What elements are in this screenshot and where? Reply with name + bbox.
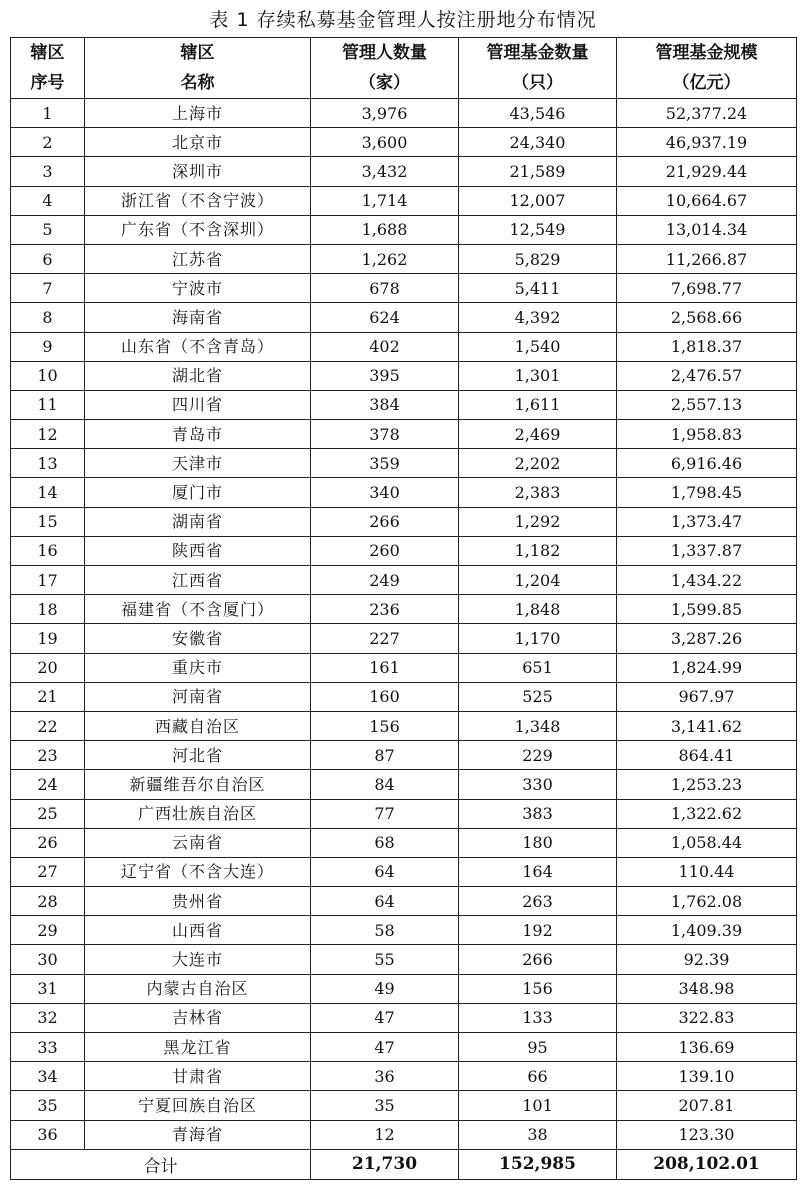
cell-fund-scale: 2,476.57 (617, 361, 797, 390)
cell-region-name: 福建省（不含厦门） (85, 595, 311, 624)
cell-manager-count: 236 (311, 595, 459, 624)
cell-fund-count: 1,182 (459, 536, 617, 565)
table-row (11, 274, 797, 303)
cell-region-name: 湖北省 (85, 361, 311, 390)
cell-manager-count: 249 (311, 566, 459, 595)
cell-region-no: 34 (11, 1062, 85, 1091)
cell-region-no: 33 (11, 1033, 85, 1062)
table-row (11, 1003, 797, 1032)
cell-fund-count: 66 (459, 1062, 617, 1091)
cell-region-no: 32 (11, 1003, 85, 1032)
cell-region-no: 17 (11, 566, 85, 595)
cell-manager-count: 77 (311, 799, 459, 828)
total-funds: 152,985 (459, 1149, 617, 1179)
cell-manager-count: 68 (311, 828, 459, 857)
table-row (11, 186, 797, 215)
cell-fund-count: 4,392 (459, 303, 617, 332)
cell-fund-scale: 21,929.44 (617, 157, 797, 186)
cell-manager-count: 266 (311, 507, 459, 536)
cell-manager-count: 678 (311, 274, 459, 303)
cell-fund-count: 1,348 (459, 711, 617, 740)
cell-fund-scale: 1,818.37 (617, 332, 797, 361)
cell-region-name: 青海省 (85, 1120, 311, 1149)
cell-region-name: 上海市 (85, 99, 311, 128)
header-scale-line1: 管理基金规模 (617, 38, 797, 69)
cell-manager-count: 402 (311, 332, 459, 361)
cell-fund-scale: 139.10 (617, 1062, 797, 1091)
cell-fund-count: 1,540 (459, 332, 617, 361)
cell-fund-scale: 1,798.45 (617, 478, 797, 507)
cell-fund-scale: 1,958.83 (617, 420, 797, 449)
cell-region-name: 湖南省 (85, 507, 311, 536)
cell-manager-count: 47 (311, 1033, 459, 1062)
header-region-name-line2: 名称 (85, 68, 311, 99)
cell-manager-count: 260 (311, 536, 459, 565)
cell-fund-scale: 2,557.13 (617, 390, 797, 419)
cell-manager-count: 12 (311, 1120, 459, 1149)
cell-region-no: 3 (11, 157, 85, 186)
header-row-2 (11, 68, 797, 99)
cell-region-no: 2 (11, 128, 85, 157)
cell-fund-count: 5,829 (459, 244, 617, 273)
cell-manager-count: 3,432 (311, 157, 459, 186)
table-row (11, 1091, 797, 1120)
cell-manager-count: 395 (311, 361, 459, 390)
table-row (11, 157, 797, 186)
table-row (11, 1120, 797, 1149)
cell-manager-count: 359 (311, 449, 459, 478)
cell-manager-count: 1,688 (311, 215, 459, 244)
cell-region-name: 天津市 (85, 449, 311, 478)
cell-region-name: 山西省 (85, 916, 311, 945)
cell-fund-scale: 864.41 (617, 741, 797, 770)
cell-region-name: 河北省 (85, 741, 311, 770)
cell-region-name: 广西壮族自治区 (85, 799, 311, 828)
cell-manager-count: 3,976 (311, 99, 459, 128)
cell-manager-count: 36 (311, 1062, 459, 1091)
cell-fund-count: 24,340 (459, 128, 617, 157)
cell-fund-scale: 10,664.67 (617, 186, 797, 215)
header-region-no-line2: 序号 (11, 68, 85, 99)
cell-region-no: 25 (11, 799, 85, 828)
table-row (11, 916, 797, 945)
cell-manager-count: 3,600 (311, 128, 459, 157)
cell-region-no: 5 (11, 215, 85, 244)
cell-region-name: 安徽省 (85, 624, 311, 653)
cell-region-name: 山东省（不含青岛） (85, 332, 311, 361)
cell-fund-scale: 1,434.22 (617, 566, 797, 595)
table-row (11, 449, 797, 478)
table-row (11, 303, 797, 332)
cell-fund-scale: 123.30 (617, 1120, 797, 1149)
manager-distribution-table (10, 37, 797, 1180)
cell-fund-count: 2,202 (459, 449, 617, 478)
cell-region-no: 31 (11, 974, 85, 1003)
table-row (11, 390, 797, 419)
cell-fund-scale: 348.98 (617, 974, 797, 1003)
cell-fund-count: 95 (459, 1033, 617, 1062)
cell-fund-scale: 1,058.44 (617, 828, 797, 857)
cell-fund-count: 2,383 (459, 478, 617, 507)
cell-region-name: 西藏自治区 (85, 711, 311, 740)
cell-fund-scale: 1,409.39 (617, 916, 797, 945)
cell-region-no: 13 (11, 449, 85, 478)
cell-region-no: 26 (11, 828, 85, 857)
table-row (11, 536, 797, 565)
table-row (11, 741, 797, 770)
cell-region-name: 吉林省 (85, 1003, 311, 1032)
table-row (11, 682, 797, 711)
cell-region-name: 宁波市 (85, 274, 311, 303)
cell-fund-scale: 110.44 (617, 857, 797, 886)
cell-region-name: 浙江省（不含宁波） (85, 186, 311, 215)
cell-fund-scale: 1,762.08 (617, 887, 797, 916)
cell-region-no: 12 (11, 420, 85, 449)
cell-region-no: 36 (11, 1120, 85, 1149)
cell-manager-count: 384 (311, 390, 459, 419)
cell-region-name: 河南省 (85, 682, 311, 711)
table-row (11, 945, 797, 974)
cell-fund-scale: 7,698.77 (617, 274, 797, 303)
cell-region-name: 内蒙古自治区 (85, 974, 311, 1003)
cell-region-name: 甘肃省 (85, 1062, 311, 1091)
cell-fund-scale: 1,824.99 (617, 653, 797, 682)
cell-region-no: 15 (11, 507, 85, 536)
cell-fund-count: 38 (459, 1120, 617, 1149)
cell-manager-count: 340 (311, 478, 459, 507)
cell-region-no: 22 (11, 711, 85, 740)
cell-manager-count: 1,262 (311, 244, 459, 273)
cell-fund-count: 1,292 (459, 507, 617, 536)
table-row (11, 507, 797, 536)
table-row (11, 1062, 797, 1091)
cell-fund-count: 266 (459, 945, 617, 974)
table-title: 表 1 存续私募基金管理人按注册地分布情况 (209, 9, 597, 31)
cell-region-no: 4 (11, 186, 85, 215)
cell-region-name: 辽宁省（不含大连） (85, 857, 311, 886)
table-row (11, 887, 797, 916)
cell-manager-count: 64 (311, 887, 459, 916)
cell-region-no: 20 (11, 653, 85, 682)
cell-region-no: 30 (11, 945, 85, 974)
cell-region-no: 27 (11, 857, 85, 886)
cell-fund-count: 192 (459, 916, 617, 945)
cell-region-name: 宁夏回族自治区 (85, 1091, 311, 1120)
header-region-no-line1: 辖区 (11, 38, 85, 69)
cell-manager-count: 64 (311, 857, 459, 886)
table-row (11, 624, 797, 653)
cell-region-no: 23 (11, 741, 85, 770)
cell-region-name: 广东省（不含深圳） (85, 215, 311, 244)
cell-fund-scale: 3,287.26 (617, 624, 797, 653)
cell-region-no: 6 (11, 244, 85, 273)
cell-fund-count: 12,007 (459, 186, 617, 215)
cell-fund-count: 1,204 (459, 566, 617, 595)
cell-manager-count: 1,714 (311, 186, 459, 215)
cell-fund-count: 156 (459, 974, 617, 1003)
cell-fund-scale: 1,322.62 (617, 799, 797, 828)
table-row (11, 857, 797, 886)
cell-fund-count: 1,301 (459, 361, 617, 390)
table-row (11, 799, 797, 828)
table-row (11, 653, 797, 682)
table-row (11, 420, 797, 449)
cell-manager-count: 58 (311, 916, 459, 945)
total-managers: 21,730 (311, 1149, 459, 1179)
cell-fund-scale: 1,599.85 (617, 595, 797, 624)
table-row (11, 215, 797, 244)
cell-region-name: 四川省 (85, 390, 311, 419)
cell-fund-scale: 2,568.66 (617, 303, 797, 332)
cell-fund-count: 2,469 (459, 420, 617, 449)
cell-manager-count: 47 (311, 1003, 459, 1032)
table-row (11, 332, 797, 361)
header-funds-line1: 管理基金数量 (459, 38, 617, 69)
header-row-1 (11, 38, 797, 69)
cell-region-no: 24 (11, 770, 85, 799)
header-region-name-line1: 辖区 (85, 38, 311, 69)
cell-region-no: 29 (11, 916, 85, 945)
cell-fund-count: 101 (459, 1091, 617, 1120)
cell-fund-count: 5,411 (459, 274, 617, 303)
cell-manager-count: 84 (311, 770, 459, 799)
cell-region-name: 大连市 (85, 945, 311, 974)
cell-fund-scale: 6,916.46 (617, 449, 797, 478)
cell-region-no: 9 (11, 332, 85, 361)
total-row (11, 1149, 797, 1179)
cell-region-no: 28 (11, 887, 85, 916)
table-header (11, 38, 797, 99)
cell-region-no: 21 (11, 682, 85, 711)
table-footer (11, 1149, 797, 1179)
table-row (11, 1033, 797, 1062)
cell-fund-scale: 52,377.24 (617, 99, 797, 128)
cell-fund-scale: 1,337.87 (617, 536, 797, 565)
table-row (11, 828, 797, 857)
cell-fund-count: 383 (459, 799, 617, 828)
cell-fund-scale: 46,937.19 (617, 128, 797, 157)
table-row (11, 244, 797, 273)
header-managers-line1: 管理人数量 (311, 38, 459, 69)
cell-manager-count: 227 (311, 624, 459, 653)
cell-manager-count: 49 (311, 974, 459, 1003)
cell-region-no: 7 (11, 274, 85, 303)
cell-region-no: 18 (11, 595, 85, 624)
cell-fund-count: 164 (459, 857, 617, 886)
cell-manager-count: 160 (311, 682, 459, 711)
cell-fund-scale: 3,141.62 (617, 711, 797, 740)
cell-fund-scale: 207.81 (617, 1091, 797, 1120)
cell-manager-count: 161 (311, 653, 459, 682)
cell-region-name: 新疆维吾尔自治区 (85, 770, 311, 799)
header-funds-line2: （只） (459, 68, 617, 99)
table-row (11, 128, 797, 157)
cell-region-name: 江苏省 (85, 244, 311, 273)
cell-region-no: 19 (11, 624, 85, 653)
cell-region-name: 深圳市 (85, 157, 311, 186)
cell-fund-scale: 92.39 (617, 945, 797, 974)
cell-manager-count: 55 (311, 945, 459, 974)
cell-fund-count: 21,589 (459, 157, 617, 186)
table-row (11, 361, 797, 390)
cell-region-name: 青岛市 (85, 420, 311, 449)
table-row (11, 770, 797, 799)
cell-region-no: 11 (11, 390, 85, 419)
cell-fund-scale: 13,014.34 (617, 215, 797, 244)
cell-manager-count: 35 (311, 1091, 459, 1120)
cell-region-name: 贵州省 (85, 887, 311, 916)
cell-fund-scale: 967.97 (617, 682, 797, 711)
cell-fund-count: 133 (459, 1003, 617, 1032)
cell-region-name: 黑龙江省 (85, 1033, 311, 1062)
total-label: 合计 (11, 1149, 311, 1179)
cell-manager-count: 624 (311, 303, 459, 332)
cell-fund-scale: 1,373.47 (617, 507, 797, 536)
table-row (11, 478, 797, 507)
cell-fund-scale: 11,266.87 (617, 244, 797, 273)
cell-region-no: 8 (11, 303, 85, 332)
cell-fund-count: 43,546 (459, 99, 617, 128)
table-body (11, 99, 797, 1150)
table-row (11, 595, 797, 624)
cell-fund-count: 330 (459, 770, 617, 799)
cell-region-name: 厦门市 (85, 478, 311, 507)
cell-region-name: 北京市 (85, 128, 311, 157)
header-managers-line2: （家） (311, 68, 459, 99)
cell-fund-count: 651 (459, 653, 617, 682)
cell-region-no: 10 (11, 361, 85, 390)
cell-fund-scale: 322.83 (617, 1003, 797, 1032)
total-scale: 208,102.01 (617, 1149, 797, 1179)
cell-fund-count: 525 (459, 682, 617, 711)
cell-region-no: 1 (11, 99, 85, 128)
cell-fund-count: 1,848 (459, 595, 617, 624)
cell-fund-count: 263 (459, 887, 617, 916)
cell-fund-count: 12,549 (459, 215, 617, 244)
cell-manager-count: 156 (311, 711, 459, 740)
cell-fund-count: 180 (459, 828, 617, 857)
header-scale-line2: （亿元） (617, 68, 797, 99)
table-row (11, 99, 797, 128)
cell-fund-scale: 136.69 (617, 1033, 797, 1062)
cell-region-name: 重庆市 (85, 653, 311, 682)
cell-region-no: 16 (11, 536, 85, 565)
cell-region-name: 云南省 (85, 828, 311, 857)
cell-manager-count: 378 (311, 420, 459, 449)
cell-fund-scale: 1,253.23 (617, 770, 797, 799)
cell-fund-count: 229 (459, 741, 617, 770)
table-row (11, 566, 797, 595)
table-row (11, 974, 797, 1003)
cell-manager-count: 87 (311, 741, 459, 770)
cell-fund-count: 1,611 (459, 390, 617, 419)
cell-region-no: 14 (11, 478, 85, 507)
cell-region-name: 陕西省 (85, 536, 311, 565)
cell-region-name: 海南省 (85, 303, 311, 332)
cell-fund-count: 1,170 (459, 624, 617, 653)
cell-region-name: 江西省 (85, 566, 311, 595)
cell-region-no: 35 (11, 1091, 85, 1120)
table-row (11, 711, 797, 740)
